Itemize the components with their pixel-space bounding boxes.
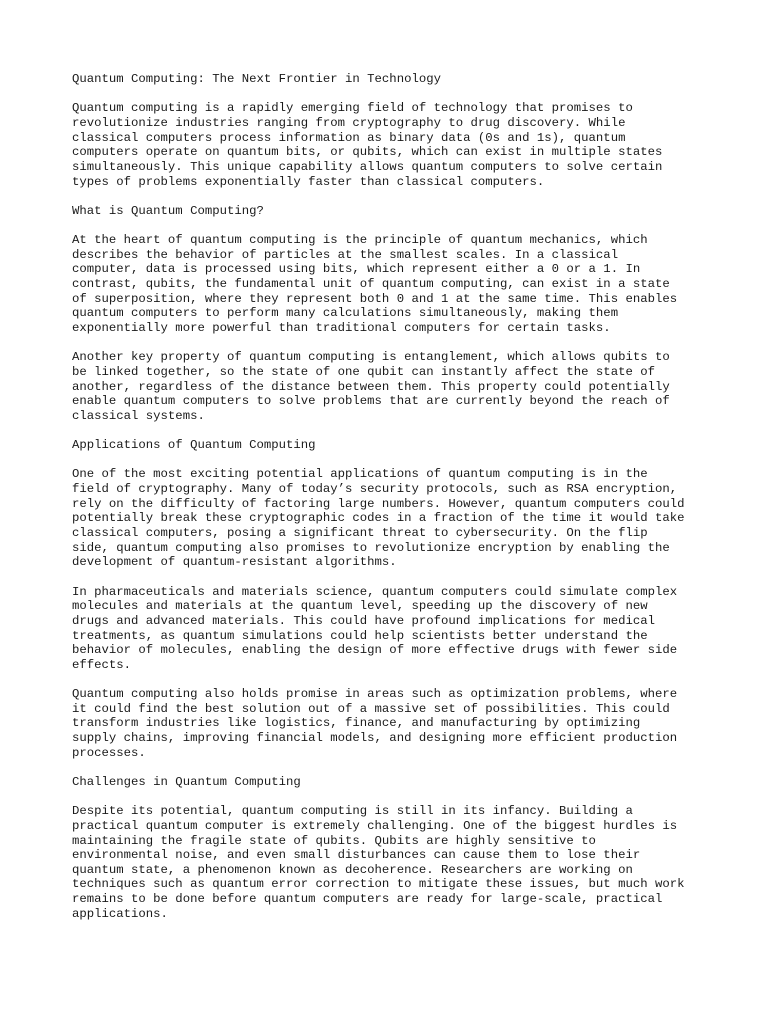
section-paragraph: In pharmaceuticals and materials science, quantum computers could simulate complex molecules and materials at the quantum level, speeding up the discovery of new drugs and advanced materials. This could have profound implications for medical treatments, as quantum simulations could help scientists better understand the behavior of molecules, enabling the design of more effective drugs with fewer side effects. — [72, 584, 678, 672]
section-paragraph: Quantum computing also holds promise in areas such as optimization problems, where it could find the best solution out of a massive set of possibilities. This could transform industries like logistics, finance, and manufacturing by optimizing supply chains, improving financial models, and designing more efficient production processes. — [72, 687, 678, 760]
document-page — [72, 72, 712, 936]
section-paragraph: At the heart of quantum computing is the principle of quantum mechanics, which describes the behavior of particles at the smallest scales. In a classical computer, data is processed using bits, which represent either a 0 or a 1. In contrast, qubits, the fundamental unit of quantum computing, can exist in a state of superposition, where they represent both 0 and 1 at the same time. This enables quantum computers to perform many calculations simultaneously, making them exponentially more powerful than traditional computers for certain tasks. — [72, 233, 678, 335]
document-title: Quantum Computing: The Next Frontier in Technology — [72, 72, 441, 86]
section-heading: Challenges in Quantum Computing — [72, 774, 301, 789]
section-challenges — [72, 775, 712, 922]
section-heading: What is Quantum Computing? — [72, 203, 264, 218]
intro-paragraph: Quantum computing is a rapidly emerging field of technology that promises to revolutionize industries ranging from cryptography to drug discovery. While classical computers process information as binary data (0s and 1s), quantum computers operate on quantum bits, or qubits, which can exist in multiple states simultaneously. This unique capability allows quantum computers to solve certain types of problems exponentially faster than classical computers. — [72, 101, 663, 189]
section-paragraph: One of the most exciting potential applications of quantum computing is in the field of cryptography. Many of today’s security protocols, such as RSA encryption, rely on the difficulty of factoring large numbers. However, quantum computers could potentially break these cryptographic codes in a fraction of the time it would take classical computers, posing a significant threat to cybersecurity. On the flip side, quantum computing also promises to revolutionize encryption by enabling the development of quantum-resistant algorithms. — [72, 467, 685, 570]
section-what-is — [72, 204, 712, 424]
section-paragraph: Another key property of quantum computing is entanglement, which allows qubits to be linked together, so the state of one qubit can instantly affect the state of another, regardless of the distance between them. This property could potentially enable quantum computers to solve problems that are currently beyond the reach of classical systems. — [72, 350, 670, 423]
section-paragraph: Despite its potential, quantum computing is still in its infancy. Building a practical quantum computer is extremely challenging. One of the biggest hurdles is maintaining the fragile state of qubits. Qubits are highly sensitive to environmental noise, and even small disturbances can cause them to lose their quantum state, a phenomenon known as decoherence. Researchers are working on techniques such as quantum error correction to mitigate these issues, but much work remains to be done before quantum computers are ready for large-scale, practical applications. — [72, 804, 685, 921]
section-applications — [72, 438, 712, 760]
section-heading: Applications of Quantum Computing — [72, 438, 316, 453]
